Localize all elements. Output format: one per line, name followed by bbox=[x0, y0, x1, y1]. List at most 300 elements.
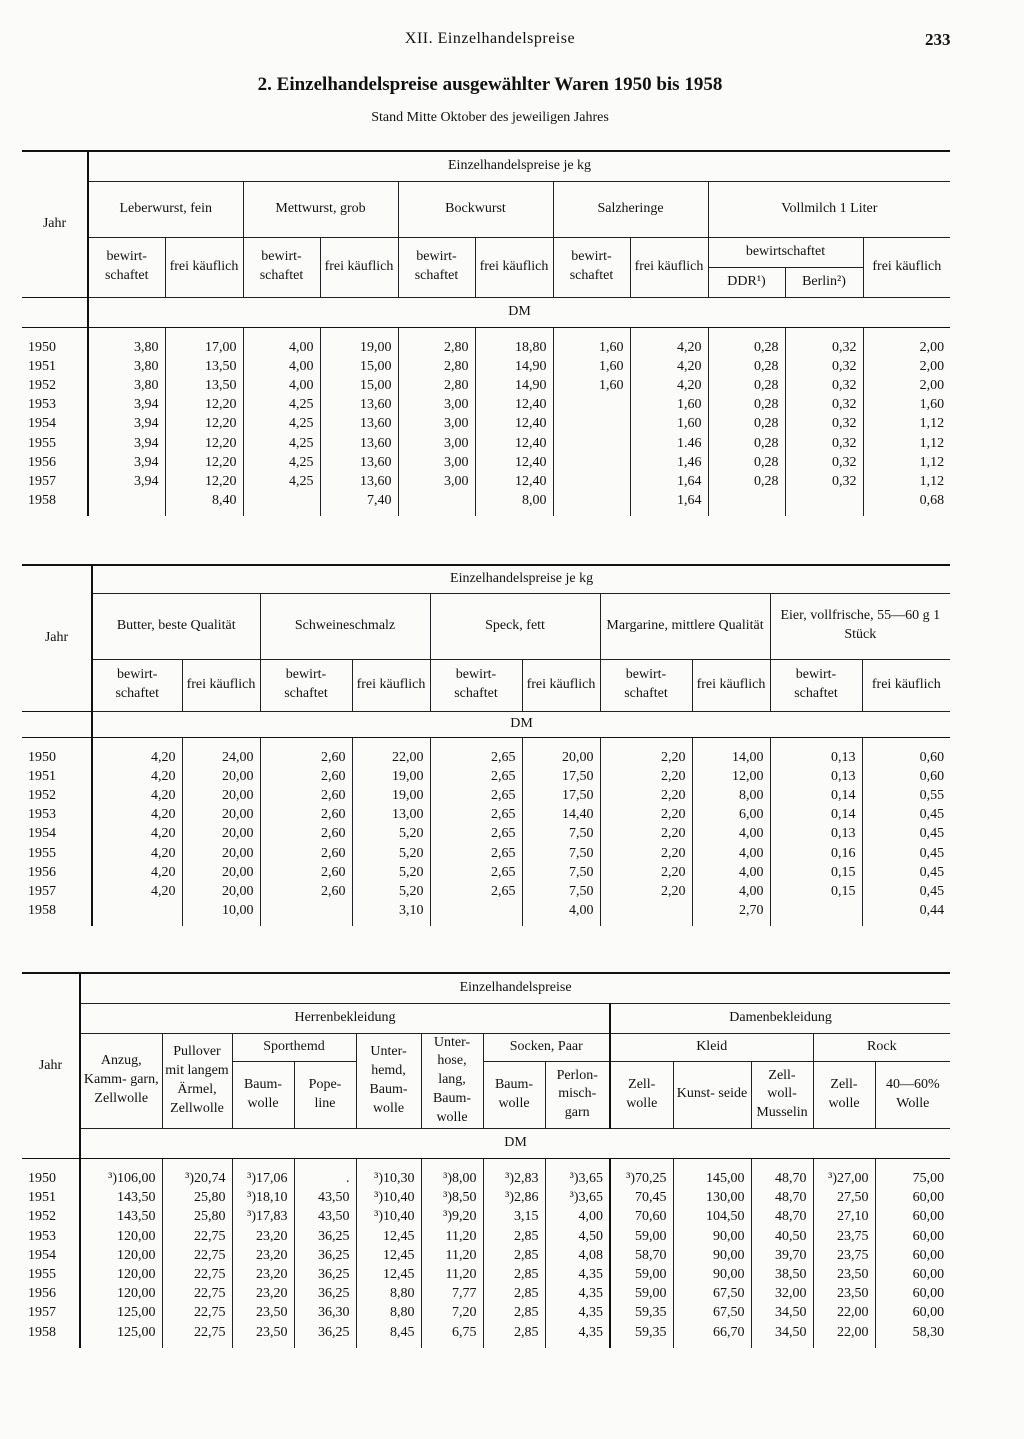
price-cell: 125,00 bbox=[80, 1303, 162, 1322]
price-cell: 4,35 bbox=[545, 1265, 610, 1284]
price-cell: 10,00 bbox=[182, 901, 260, 926]
price-cell: 2,85 bbox=[483, 1265, 545, 1284]
price-cell: 3,80 bbox=[88, 376, 165, 395]
price-cell: 4,25 bbox=[243, 472, 320, 491]
table-row bbox=[22, 376, 950, 395]
price-cell: 4,20 bbox=[92, 786, 182, 805]
price-cell: 32,00 bbox=[751, 1284, 813, 1303]
price-cell: 3,94 bbox=[88, 453, 165, 472]
price-cell: 0,32 bbox=[785, 395, 863, 414]
price-cell: 59,00 bbox=[610, 1284, 673, 1303]
unit-header: DM bbox=[88, 297, 950, 327]
price-cell: 4,00 bbox=[692, 824, 770, 843]
year-cell: 1953 bbox=[22, 395, 88, 414]
price-cell: 34,50 bbox=[751, 1323, 813, 1348]
price-cell: 0,28 bbox=[708, 453, 785, 472]
table-row bbox=[22, 737, 950, 767]
sub-header: bewirt- schaftet bbox=[398, 237, 475, 297]
price-cell: 0,60 bbox=[919, 749, 945, 765]
price-cell: 75,00 bbox=[912, 1170, 945, 1186]
unterhose-header: Unter- hose, lang, Baum- wolle bbox=[421, 1033, 483, 1128]
price-cell: 39,70 bbox=[751, 1246, 813, 1265]
price-cell: ³)20,74 bbox=[162, 1158, 232, 1188]
price-cell: 0,28 bbox=[708, 357, 785, 376]
price-cell: 4,20 bbox=[630, 357, 708, 376]
pullover-header: Pullover mit langem Ärmel, Zellwolle bbox=[162, 1033, 232, 1128]
price-cell: 38,50 bbox=[751, 1265, 813, 1284]
year-cell: 1952 bbox=[22, 1207, 80, 1226]
unterhemd-header: Unter- hemd, Baum- wolle bbox=[356, 1033, 421, 1128]
sub-header: bewirt- schaftet bbox=[600, 659, 692, 711]
price-cell: 2,85 bbox=[483, 1227, 545, 1246]
table-row bbox=[22, 357, 950, 376]
price-cell: 2,20 bbox=[600, 767, 692, 786]
price-cell bbox=[770, 901, 862, 926]
price-cell: 0,28 bbox=[708, 395, 785, 414]
year-cell: 1955 bbox=[22, 434, 88, 453]
price-cell: 4,00 bbox=[692, 882, 770, 901]
price-cell: 7,50 bbox=[522, 824, 600, 843]
product-header: Leberwurst, fein bbox=[88, 181, 243, 237]
price-cell: 3,00 bbox=[398, 472, 475, 491]
socken-header: Socken, Paar bbox=[483, 1033, 610, 1061]
price-cell: 4,35 bbox=[545, 1303, 610, 1322]
price-cell: 15,00 bbox=[320, 357, 398, 376]
price-cell: 24,00 bbox=[182, 737, 260, 767]
sub-header: frei käuflich bbox=[630, 237, 708, 297]
product-header: Bockwurst bbox=[398, 181, 553, 237]
price-cell: 0,32 bbox=[785, 414, 863, 433]
price-cell: 67,50 bbox=[673, 1284, 751, 1303]
price-cell: 59,35 bbox=[610, 1323, 673, 1348]
price-cell: 4,25 bbox=[243, 414, 320, 433]
price-cell: 2,60 bbox=[260, 882, 352, 901]
price-cell: 70,45 bbox=[610, 1188, 673, 1207]
price-cell: 14,90 bbox=[475, 376, 553, 395]
price-cell: 6,75 bbox=[421, 1323, 483, 1348]
sub-header: bewirt- schaftet bbox=[430, 659, 522, 711]
price-cell: 60,00 bbox=[912, 1190, 945, 1206]
price-cell: 22,75 bbox=[162, 1284, 232, 1303]
price-cell: 43,50 bbox=[294, 1188, 356, 1207]
price-cell: 0,32 bbox=[785, 376, 863, 395]
price-cell: 22,75 bbox=[162, 1323, 232, 1348]
price-cell: 0,28 bbox=[708, 434, 785, 453]
price-cell: 2,65 bbox=[430, 882, 522, 901]
price-cell: 1,12 bbox=[919, 435, 945, 451]
price-cell: 11,20 bbox=[421, 1265, 483, 1284]
price-cell: 11,20 bbox=[421, 1227, 483, 1246]
price-cell: 2,60 bbox=[260, 767, 352, 786]
price-cell: 0,45 bbox=[919, 864, 945, 880]
sub-header: DDR¹) bbox=[708, 267, 785, 297]
price-cell: 2,70 bbox=[692, 901, 770, 926]
price-cell bbox=[553, 491, 630, 516]
price-cell: 20,00 bbox=[182, 786, 260, 805]
table-sausage-milk-block bbox=[22, 150, 950, 516]
price-cell: 3,94 bbox=[88, 434, 165, 453]
price-cell: 23,75 bbox=[813, 1246, 875, 1265]
price-cell bbox=[260, 901, 352, 926]
price-cell: 8,80 bbox=[356, 1303, 421, 1322]
price-cell: 0,32 bbox=[785, 327, 863, 357]
price-cell: 4,25 bbox=[243, 395, 320, 414]
price-cell: 4,20 bbox=[92, 882, 182, 901]
table-body bbox=[22, 737, 950, 926]
price-cell bbox=[553, 434, 630, 453]
sub-header: bewirt- schaftet bbox=[92, 659, 182, 711]
price-cell: 0,55 bbox=[919, 787, 945, 803]
price-cell: 2,00 bbox=[919, 377, 945, 393]
price-cell: 3,10 bbox=[352, 901, 430, 926]
price-cell: 22,00 bbox=[352, 737, 430, 767]
price-cell: 5,20 bbox=[352, 844, 430, 863]
price-cell: 60,00 bbox=[912, 1209, 945, 1225]
price-cell: 0,32 bbox=[785, 453, 863, 472]
price-cell: ³)9,20 bbox=[421, 1207, 483, 1226]
price-cell: 1,60 bbox=[630, 395, 708, 414]
price-cell: 0,15 bbox=[770, 882, 862, 901]
price-cell: 1,12 bbox=[919, 473, 945, 489]
sub-header: frei käuflich bbox=[862, 659, 950, 711]
price-cell: 3,00 bbox=[398, 395, 475, 414]
price-cell: 1.46 bbox=[630, 434, 708, 453]
price-cell: 22,00 bbox=[813, 1303, 875, 1322]
price-cell: 2,20 bbox=[600, 737, 692, 767]
price-cell: 12,40 bbox=[475, 472, 553, 491]
anzug-header: Anzug, Kamm- garn, Zellwolle bbox=[80, 1033, 162, 1128]
price-cell: 2,20 bbox=[600, 844, 692, 863]
price-cell: 2,60 bbox=[260, 786, 352, 805]
price-cell: 14,00 bbox=[692, 737, 770, 767]
unit-header: DM bbox=[80, 1128, 950, 1158]
price-cell bbox=[785, 491, 863, 516]
price-cell: 5,20 bbox=[352, 863, 430, 882]
price-cell: 23,20 bbox=[232, 1284, 294, 1303]
price-cell: 4,00 bbox=[243, 376, 320, 395]
price-cell: 23,20 bbox=[232, 1265, 294, 1284]
year-cell: 1951 bbox=[22, 357, 88, 376]
price-cell: ³)70,25 bbox=[610, 1158, 673, 1188]
table-row bbox=[22, 1246, 950, 1265]
price-cell: 4,00 bbox=[243, 327, 320, 357]
price-cell: 20,00 bbox=[182, 863, 260, 882]
price-cell bbox=[398, 491, 475, 516]
sub-header: Baum- wolle bbox=[232, 1061, 294, 1128]
table-row bbox=[22, 863, 950, 882]
price-cell: 60,00 bbox=[912, 1266, 945, 1282]
table-row bbox=[22, 1284, 950, 1303]
price-cell: 3,00 bbox=[398, 414, 475, 433]
product-header: Vollmilch 1 Liter bbox=[708, 181, 950, 237]
group-header: Einzelhandelspreise bbox=[80, 973, 950, 1003]
price-cell: 0,68 bbox=[919, 493, 945, 509]
price-cell: 67,50 bbox=[673, 1303, 751, 1322]
price-cell: 2,85 bbox=[483, 1323, 545, 1348]
sub-header: frei käuflich bbox=[320, 237, 398, 297]
price-cell: 12,45 bbox=[356, 1246, 421, 1265]
price-cell: 60,00 bbox=[912, 1286, 945, 1302]
sub-header: Zell- wolle bbox=[813, 1061, 875, 1128]
price-cell: 20,00 bbox=[182, 767, 260, 786]
price-cell: 90,00 bbox=[673, 1246, 751, 1265]
table-row bbox=[22, 1188, 950, 1207]
sub-header: bewirt- schaftet bbox=[260, 659, 352, 711]
price-cell: 12,40 bbox=[475, 414, 553, 433]
price-cell: 13,60 bbox=[320, 472, 398, 491]
table-fats-eggs-block bbox=[22, 564, 950, 926]
sub-header: frei käuflich bbox=[522, 659, 600, 711]
price-cell: 48,70 bbox=[751, 1207, 813, 1226]
price-cell: 0,13 bbox=[770, 767, 862, 786]
price-cell: 2,80 bbox=[398, 376, 475, 395]
price-cell: 48,70 bbox=[751, 1158, 813, 1188]
price-cell: 4,35 bbox=[545, 1284, 610, 1303]
price-cell: 120,00 bbox=[80, 1246, 162, 1265]
sub-header: Zell- woll- Musselin bbox=[751, 1061, 813, 1128]
price-cell: 4,20 bbox=[92, 824, 182, 843]
page-subtitle: Stand Mitte Oktober des jeweiligen Jahres bbox=[371, 110, 609, 125]
price-cell bbox=[600, 901, 692, 926]
price-cell: 8,00 bbox=[475, 491, 553, 516]
price-cell: 23,75 bbox=[813, 1227, 875, 1246]
price-cell: ³)106,00 bbox=[80, 1158, 162, 1188]
price-cell: 7,20 bbox=[421, 1303, 483, 1322]
price-cell: 27,50 bbox=[813, 1188, 875, 1207]
year-cell: 1957 bbox=[22, 1303, 80, 1322]
product-header: Salzheringe bbox=[553, 181, 708, 237]
price-cell: 4,50 bbox=[545, 1227, 610, 1246]
col-jahr: Jahr bbox=[22, 151, 88, 297]
price-cell bbox=[708, 491, 785, 516]
price-cell: 8,80 bbox=[356, 1284, 421, 1303]
price-cell: 1,60 bbox=[553, 327, 630, 357]
table-row bbox=[22, 491, 950, 516]
year-cell: 1958 bbox=[22, 491, 88, 516]
year-cell: 1956 bbox=[22, 863, 92, 882]
price-cell: 19,00 bbox=[352, 767, 430, 786]
product-header: Mettwurst, grob bbox=[243, 181, 398, 237]
price-cell: 4,20 bbox=[630, 376, 708, 395]
price-cell: 23,50 bbox=[232, 1323, 294, 1348]
price-cell: 4,08 bbox=[545, 1246, 610, 1265]
year-cell: 1955 bbox=[22, 844, 92, 863]
year-cell: 1950 bbox=[22, 737, 92, 767]
price-cell: 60,00 bbox=[912, 1247, 945, 1263]
price-cell: 0,45 bbox=[919, 845, 945, 861]
price-cell: 4,00 bbox=[522, 901, 600, 926]
price-cell: 2,60 bbox=[260, 737, 352, 767]
price-cell: 3,00 bbox=[398, 434, 475, 453]
sporthemd-header: Sporthemd bbox=[232, 1033, 356, 1061]
price-cell: ³)10,30 bbox=[356, 1158, 421, 1188]
col-jahr: Jahr bbox=[22, 565, 92, 711]
price-cell: 1,12 bbox=[919, 454, 945, 470]
kleid-header: Kleid bbox=[610, 1033, 813, 1061]
price-cell: 2,65 bbox=[430, 737, 522, 767]
price-cell: 2,85 bbox=[483, 1303, 545, 1322]
price-cell: 2,60 bbox=[260, 844, 352, 863]
table-row bbox=[22, 434, 950, 453]
price-cell: 143,50 bbox=[80, 1188, 162, 1207]
sub-header: bewirt- schaftet bbox=[88, 237, 165, 297]
price-cell: 0,32 bbox=[785, 434, 863, 453]
price-cell: 2,20 bbox=[600, 786, 692, 805]
price-cell: 1,64 bbox=[630, 472, 708, 491]
price-cell: 12,40 bbox=[475, 434, 553, 453]
price-cell: 25,80 bbox=[162, 1188, 232, 1207]
price-cell bbox=[553, 453, 630, 472]
price-cell: 3,80 bbox=[88, 327, 165, 357]
group-header: Einzelhandelspreise je kg bbox=[88, 151, 950, 181]
product-header: Speck, fett bbox=[430, 593, 600, 659]
price-cell: 4,20 bbox=[92, 767, 182, 786]
price-cell: 0,13 bbox=[770, 824, 862, 843]
price-cell: 12,40 bbox=[475, 395, 553, 414]
price-cell: 17,50 bbox=[522, 786, 600, 805]
price-cell: . bbox=[294, 1158, 356, 1188]
price-cell: 1,60 bbox=[919, 397, 945, 413]
product-header: Schweineschmalz bbox=[260, 593, 430, 659]
price-cell: 36,25 bbox=[294, 1246, 356, 1265]
price-cell: 36,25 bbox=[294, 1323, 356, 1348]
price-cell: 0,45 bbox=[919, 807, 945, 823]
price-cell: ³)17,83 bbox=[232, 1207, 294, 1226]
price-cell: 12,20 bbox=[165, 472, 243, 491]
price-cell bbox=[553, 472, 630, 491]
price-cell: 0,32 bbox=[785, 357, 863, 376]
table-clothing bbox=[22, 972, 950, 1348]
year-cell: 1952 bbox=[22, 376, 88, 395]
price-cell bbox=[88, 491, 165, 516]
price-cell: 2,65 bbox=[430, 805, 522, 824]
table-row bbox=[22, 327, 950, 357]
year-cell: 1954 bbox=[22, 1246, 80, 1265]
price-cell: 12,20 bbox=[165, 434, 243, 453]
price-cell: 8,00 bbox=[692, 786, 770, 805]
price-cell: ³)18,10 bbox=[232, 1188, 294, 1207]
price-cell: 2,85 bbox=[483, 1246, 545, 1265]
price-cell: 66,70 bbox=[673, 1323, 751, 1348]
price-cell: 60,00 bbox=[912, 1228, 945, 1244]
price-cell: 20,00 bbox=[522, 737, 600, 767]
year-cell: 1953 bbox=[22, 1227, 80, 1246]
sub-header: 40—60% Wolle bbox=[885, 1077, 940, 1111]
product-header: Eier, vollfrische, 55—60 g 1 Stück bbox=[770, 593, 950, 659]
price-cell: 2,65 bbox=[430, 844, 522, 863]
price-cell: 2,65 bbox=[430, 767, 522, 786]
price-cell: 19,00 bbox=[320, 327, 398, 357]
price-cell bbox=[553, 395, 630, 414]
price-cell: 5,20 bbox=[352, 882, 430, 901]
price-cell: 13,00 bbox=[352, 805, 430, 824]
price-cell bbox=[553, 414, 630, 433]
price-cell: 13,60 bbox=[320, 395, 398, 414]
price-cell: 20,00 bbox=[182, 824, 260, 843]
table-row bbox=[22, 414, 950, 433]
sub-header: bewirt- schaftet bbox=[243, 237, 320, 297]
price-cell: 14,40 bbox=[522, 805, 600, 824]
sub-header: frei käuflich bbox=[863, 237, 950, 297]
price-cell bbox=[92, 901, 182, 926]
price-cell: 23,50 bbox=[232, 1303, 294, 1322]
price-cell: 0,28 bbox=[708, 414, 785, 433]
price-cell: 12,00 bbox=[692, 767, 770, 786]
price-cell: 36,25 bbox=[294, 1227, 356, 1246]
price-cell: 17,50 bbox=[522, 767, 600, 786]
price-cell: 4,00 bbox=[692, 863, 770, 882]
price-cell: ³)10,40 bbox=[356, 1207, 421, 1226]
price-cell: ³)2,83 bbox=[483, 1158, 545, 1188]
price-cell: 0,15 bbox=[770, 863, 862, 882]
table-row bbox=[22, 1323, 950, 1348]
price-cell: ³)2,86 bbox=[483, 1188, 545, 1207]
sub-header: Perlon- misch- garn bbox=[545, 1061, 610, 1128]
sub-header: Berlin²) bbox=[785, 267, 863, 297]
price-cell: 4,20 bbox=[92, 863, 182, 882]
price-cell: 7,50 bbox=[522, 863, 600, 882]
price-cell: ³)17,06 bbox=[232, 1158, 294, 1188]
year-cell: 1958 bbox=[22, 1323, 80, 1348]
price-cell: 4,20 bbox=[92, 805, 182, 824]
year-cell: 1950 bbox=[22, 327, 88, 357]
year-cell: 1954 bbox=[22, 824, 92, 843]
price-cell: 1,60 bbox=[553, 376, 630, 395]
price-cell: 125,00 bbox=[80, 1323, 162, 1348]
table-row bbox=[22, 882, 950, 901]
damen-header: Damenbekleidung bbox=[610, 1003, 950, 1033]
table-body bbox=[22, 1158, 950, 1347]
table-row bbox=[22, 901, 950, 926]
price-cell bbox=[430, 901, 522, 926]
price-cell: 2,80 bbox=[398, 327, 475, 357]
price-cell: 25,80 bbox=[162, 1207, 232, 1226]
price-cell: 3,94 bbox=[88, 472, 165, 491]
price-cell: 58,70 bbox=[610, 1246, 673, 1265]
price-cell: 145,00 bbox=[673, 1158, 751, 1188]
price-cell: 8,45 bbox=[356, 1323, 421, 1348]
price-cell: 15,00 bbox=[320, 376, 398, 395]
sub-header: Baum- wolle bbox=[483, 1061, 545, 1128]
price-cell: 130,00 bbox=[673, 1188, 751, 1207]
price-cell: 4,00 bbox=[545, 1207, 610, 1226]
price-cell: 36,25 bbox=[294, 1284, 356, 1303]
year-cell: 1953 bbox=[22, 805, 92, 824]
price-cell: 2,00 bbox=[919, 339, 945, 355]
price-cell: 2,85 bbox=[483, 1284, 545, 1303]
price-cell: 70,60 bbox=[610, 1207, 673, 1226]
price-cell: 34,50 bbox=[751, 1303, 813, 1322]
price-cell: 27,10 bbox=[813, 1207, 875, 1226]
table-clothing-block bbox=[22, 972, 950, 1348]
price-cell: 0,28 bbox=[708, 327, 785, 357]
year-cell: 1957 bbox=[22, 472, 88, 491]
year-cell: 1955 bbox=[22, 1265, 80, 1284]
price-cell: 13,50 bbox=[165, 357, 243, 376]
price-cell: 0,14 bbox=[770, 786, 862, 805]
price-cell: 12,20 bbox=[165, 395, 243, 414]
price-cell: 0,13 bbox=[770, 737, 862, 767]
price-cell: 3,80 bbox=[88, 357, 165, 376]
sub-header: frei käuflich bbox=[352, 659, 430, 711]
price-cell: 1,64 bbox=[630, 491, 708, 516]
price-cell: 4,20 bbox=[630, 327, 708, 357]
running-head: XII. Einzelhandelspreise bbox=[404, 30, 576, 47]
price-cell: 1,46 bbox=[630, 453, 708, 472]
table-row bbox=[22, 1303, 950, 1322]
sub-header: Pope- line bbox=[294, 1061, 356, 1128]
price-cell: ³)8,50 bbox=[421, 1188, 483, 1207]
